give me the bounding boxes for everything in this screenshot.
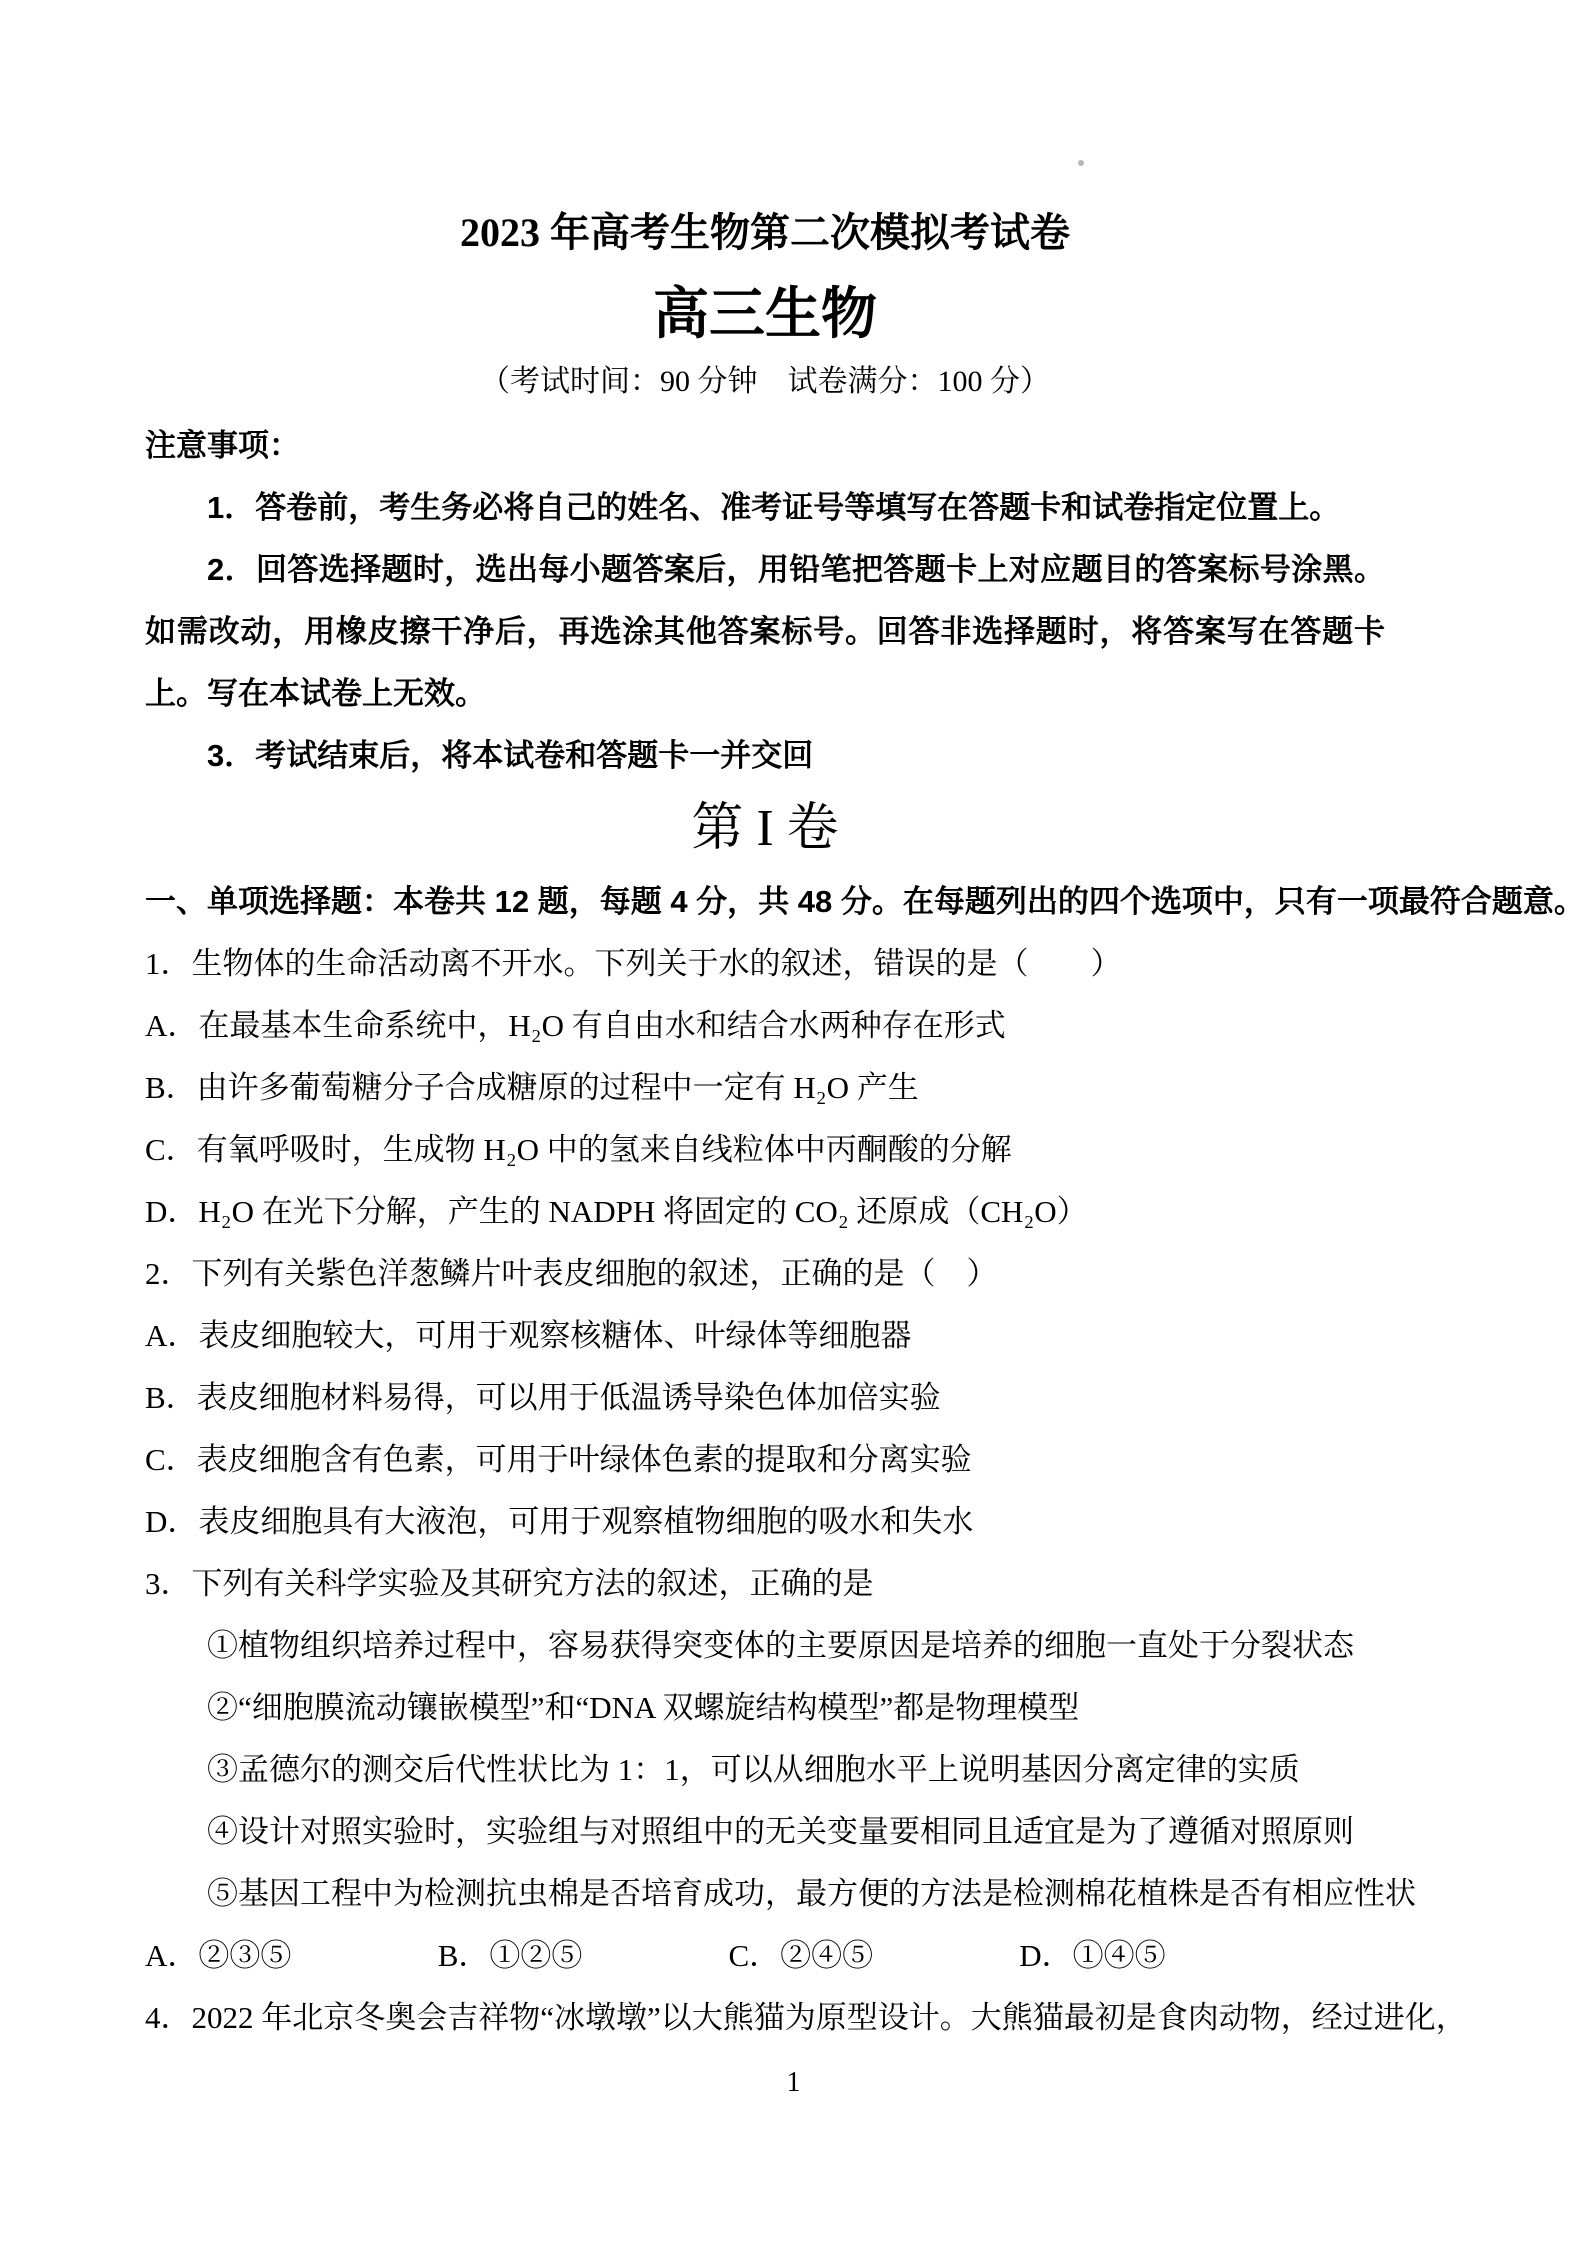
page-content xyxy=(145,0,1585,2049)
notice-heading: 注意事项： xyxy=(145,428,300,463)
question-2-stem: 2．下列有关紫色洋葱鳞片叶表皮细胞的叙述，正确的是（ ） xyxy=(145,1256,998,1291)
question-1-option-b: B．由许多葡萄糖分子合成糖原的过程中一定有 H₂O 产生 xyxy=(145,1070,919,1105)
question-1-option-d: D．H₂O 在光下分解，产生的 NADPH 将固定的 CO₂ 还原成（CH₂O） xyxy=(145,1194,1088,1229)
question-3-choice-d: D．①④⑤ xyxy=(1019,1938,1166,1973)
question-3-choices-row xyxy=(145,1925,1385,1987)
question-1-option-c: C．有氧呼吸时，生成物 H₂O 中的氢来自线粒体中丙酮酸的分解 xyxy=(145,1132,1012,1167)
question-3-statement-1: ①植物组织培养过程中，容易获得突变体的主要原因是培养的细胞一直处于分裂状态 xyxy=(207,1628,1354,1663)
doc-subtitle: 高三生物 xyxy=(653,282,877,345)
question-3-choice-c: C．②④⑤ xyxy=(728,1938,874,1973)
doc-title: 2023 年高考生物第二次模拟考试卷 xyxy=(460,210,1070,255)
question-2-option-d: D．表皮细胞具有大液泡，可用于观察植物细胞的吸水和失水 xyxy=(145,1504,974,1539)
question-2-option-a: A．表皮细胞较大，可用于观察核糖体、叶绿体等细胞器 xyxy=(145,1318,912,1353)
notice-item-3: 3．考试结束后，将本试卷和答题卡一并交回 xyxy=(207,738,814,773)
part-heading: 第 I 卷 xyxy=(691,800,839,857)
section-intro: 一、单项选择题：本卷共 12 题，每题 4 分，共 48 分。在每题列出的四个选项中，只有一项最符合题意。 xyxy=(145,884,1585,919)
question-1-stem: 1．生物体的生命活动离不开水。下列关于水的叙述，错误的是（ ） xyxy=(145,946,1122,981)
question-3-choice-b: B．①②⑤ xyxy=(437,1938,583,1973)
question-1-option-a: A．在最基本生命系统中，H₂O 有自由水和结合水两种存在形式 xyxy=(145,1008,1006,1043)
question-3-statement-4: ④设计对照实验时，实验组与对照组中的无关变量要相同且适宜是为了遵循对照原则 xyxy=(207,1814,1354,1849)
question-3-stem: 3．下列有关科学实验及其研究方法的叙述，正确的是 xyxy=(145,1566,874,1601)
question-3-choice-a: A．②③⑤ xyxy=(145,1938,292,1973)
notice-item-2: 2．回答选择题时，选出每小题答案后，用铅笔把答题卡上对应题目的答案标号涂黑。如需改动，用橡皮擦干净后，再选涂其他答案标号。回答非选择题时，将答案写在答题卡上。写在本试卷上无效。 xyxy=(145,552,1385,711)
exam-info: （考试时间：90 分钟 试卷满分：100 分） xyxy=(480,365,1050,398)
question-2-option-c: C．表皮细胞含有色素，可用于叶绿体色素的提取和分离实验 xyxy=(145,1442,972,1477)
page-number: 1 xyxy=(786,2067,801,2098)
question-4-stem: 4．2022 年北京冬奥会吉祥物“冰墩墩”以大熊猫为原型设计。大熊猫最初是食肉动物，经过进化， xyxy=(145,2000,1467,2035)
question-3-statement-3: ③孟德尔的测交后代性状比为 1：1，可以从细胞水平上说明基因分离定律的实质 xyxy=(207,1752,1300,1787)
question-3-statement-5: ⑤基因工程中为检测抗虫棉是否培育成功，最方便的方法是检测棉花植株是否有相应性状 xyxy=(207,1876,1416,1911)
notice-item-1: 1．答卷前，考生务必将自己的姓名、准考证号等填写在答题卡和试卷指定位置上。 xyxy=(207,490,1341,525)
stray-mark xyxy=(1078,160,1084,166)
question-3-statement-2: ②“细胞膜流动镶嵌模型”和“DNA 双螺旋结构模型”都是物理模型 xyxy=(207,1690,1080,1725)
question-2-option-b: B．表皮细胞材料易得，可以用于低温诱导染色体加倍实验 xyxy=(145,1380,941,1415)
